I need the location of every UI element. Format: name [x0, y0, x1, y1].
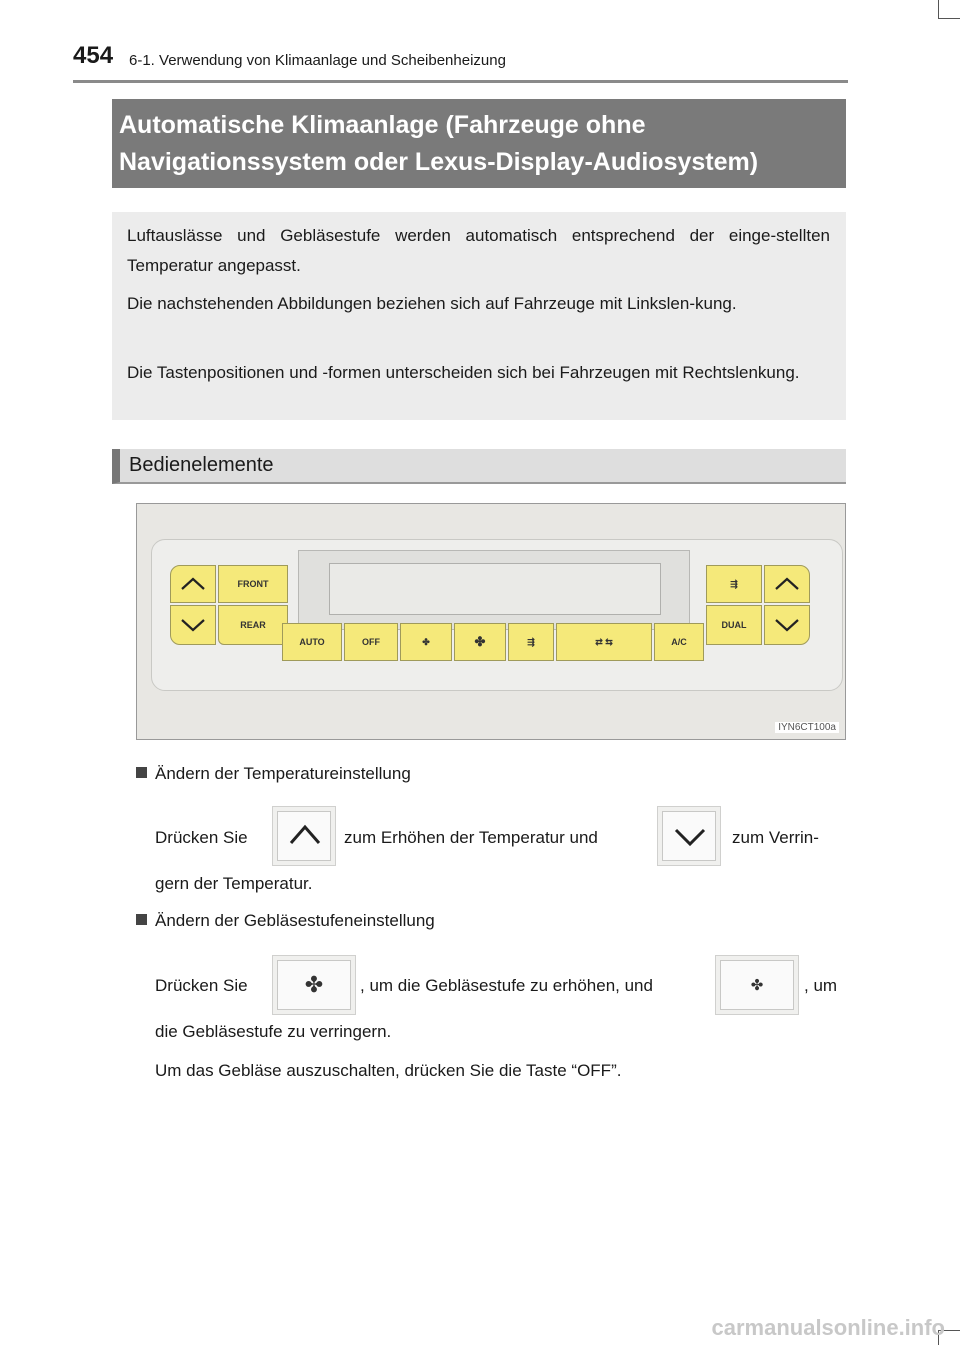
display-screen	[329, 563, 661, 615]
temp-down-button-right	[764, 605, 810, 645]
rear-defrost-button: REAR	[218, 605, 288, 645]
body-text: Drücken Sie	[155, 976, 248, 995]
chevron-down-icon	[774, 618, 800, 632]
figure-id: IYN6CT100a	[775, 722, 839, 733]
temp-up-button-right	[764, 565, 810, 603]
airflow-icon: ⇶	[730, 578, 738, 589]
auto-button: AUTO	[282, 623, 342, 661]
temp-up-icon-box	[272, 806, 336, 866]
section-title	[119, 107, 758, 181]
temp-down-icon-box	[657, 806, 721, 866]
body-text: Um das Gebläse auszuschalten, drücken Sie die Taste “OFF”.	[155, 1061, 622, 1080]
fan-icon: ✤	[422, 636, 430, 647]
subheading-bar	[112, 449, 846, 484]
fan-up-button	[454, 623, 506, 661]
temp-down-icon	[662, 811, 716, 861]
running-title: 6-1. Verwendung von Klimaanlage und Scheibenheizung	[129, 52, 506, 69]
chevron-up-icon	[774, 577, 800, 591]
ac-button: A/C	[654, 623, 704, 661]
body-text: die Gebläsestufe zu verringern.	[155, 1022, 392, 1041]
section-heading-text: Ändern der Temperatureinstellung	[155, 764, 411, 783]
section-heading	[136, 764, 411, 784]
fan-down-icon: ✤	[720, 960, 794, 1010]
mode-button	[508, 623, 554, 661]
fan-off-button: OFF	[344, 623, 398, 661]
chevron-down-icon	[180, 618, 206, 632]
bullet-square-icon	[136, 914, 147, 925]
fan-down-button	[400, 623, 452, 661]
section-title-box	[112, 99, 846, 188]
car-air-icon: ⇄ ⇆	[595, 636, 613, 647]
fan-down-icon-box	[715, 955, 799, 1015]
fan-icon: ✤	[474, 634, 486, 649]
section-title-line1: Automatische Klimaanlage (Fahrzeuge ohne	[119, 111, 646, 139]
chevron-up-icon	[180, 577, 206, 591]
section-title-line2: Navigationssystem oder Lexus-Display-Audiosystem)	[119, 148, 759, 176]
control-panel-figure	[136, 503, 846, 740]
bullet-square-icon	[136, 767, 147, 778]
recirculation-button	[556, 623, 652, 661]
dual-button: DUAL	[706, 605, 762, 645]
intro-paragraph: Die nachstehenden Abbildungen beziehen sich auf Fahrzeuge mit Linkslen-kung.	[127, 294, 737, 313]
temp-up-icon	[277, 811, 331, 861]
intro-box	[112, 212, 846, 420]
section-heading-text: Ändern der Gebläsestufeneinstellung	[155, 911, 435, 930]
temp-up-button-left	[170, 565, 216, 603]
body-text: Drücken Sie	[155, 828, 248, 847]
subheading: Bedienelemente	[129, 454, 274, 476]
front-defrost-button: FRONT	[218, 565, 288, 603]
body-text: , um	[804, 976, 838, 995]
intro-paragraph: Luftauslässe und Gebläsestufe werden automatisch entsprechend der einge-stellten Temperatur angepasst.	[127, 226, 830, 275]
crop-mark	[938, 0, 939, 18]
body-text: zum Verrin-	[732, 828, 819, 847]
fan-up-icon: ✤	[277, 960, 351, 1010]
fan-up-icon-box	[272, 955, 356, 1015]
intro-paragraph: Die Tastenpositionen und -formen unterscheiden sich bei Fahrzeugen mit Rechtslenkung.	[127, 363, 800, 382]
display-frame	[298, 550, 690, 630]
airflow-mode-icon: ⇶	[527, 636, 535, 647]
temp-down-button-left	[170, 605, 216, 645]
header-rule	[73, 80, 848, 83]
page-number: 454	[73, 42, 114, 69]
crop-mark	[938, 18, 960, 19]
section-heading	[136, 911, 435, 931]
body-text: gern der Temperatur.	[155, 874, 313, 893]
passenger-mode-button	[706, 565, 762, 603]
body-text: , um die Gebläsestufe zu erhöhen, und	[360, 976, 653, 995]
climate-panel	[151, 539, 843, 691]
body-text: zum Erhöhen der Temperatur und	[344, 828, 598, 847]
watermark: carmanualsonline.info	[711, 1315, 945, 1340]
